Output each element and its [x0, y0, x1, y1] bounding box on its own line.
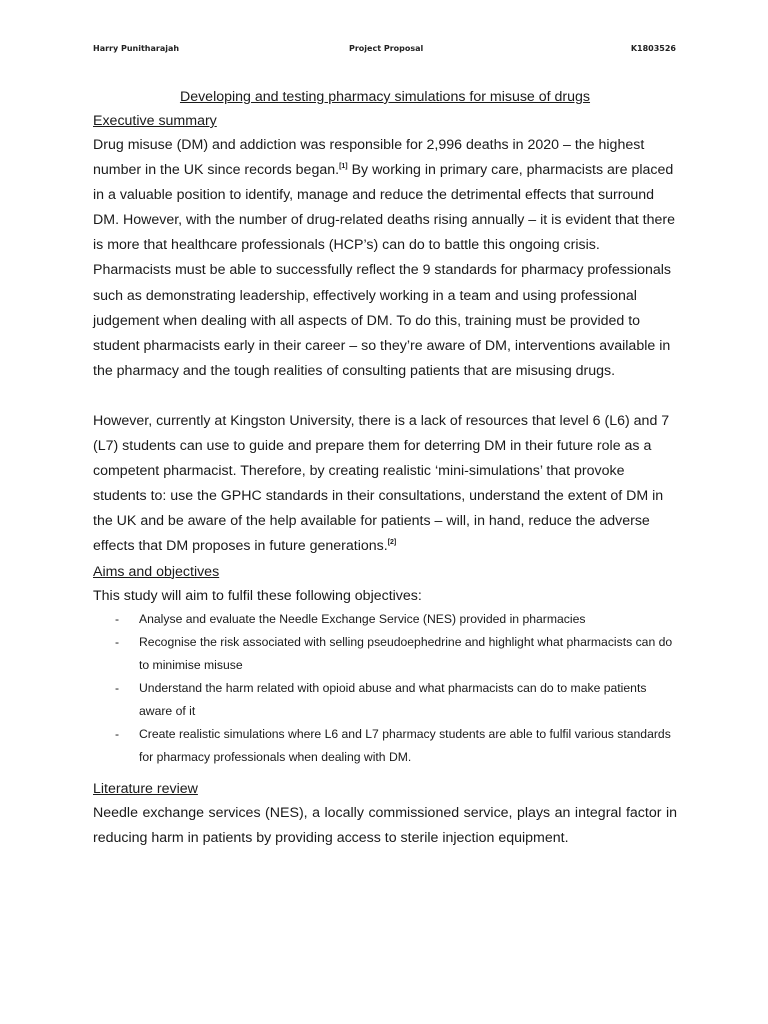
literature-review-paragraph-1: Needle exchange services (NES), a locally commissioned service, plays an integral factor in reducing harm in patients by providing access to sterile injection equipment.: [93, 804, 677, 846]
objectives-list: [93, 608, 677, 769]
executive-summary-heading: Executive summary: [93, 113, 217, 129]
aims-objectives-heading: Aims and objectives: [93, 563, 220, 580]
bullet-dash: -: [115, 726, 120, 741]
document-body: [93, 85, 677, 851]
bullet-dash: -: [115, 634, 120, 649]
list-item: [93, 631, 677, 677]
list-item: [93, 608, 677, 631]
literature-review-heading: Literature review: [93, 780, 198, 797]
executive-summary-paragraph-1: [93, 133, 677, 384]
paragraph-text: However, currently at Kingston University, there is a lack of resources that level 6 (L6) and 7 (L7) students can use to guide and prepare them for deterring DM in their future role as a competent pharmacist. Therefore, by creating realistic ‘mini-simulations’ that provoke students to: use the GPHC standards in their consultations, understand the extent of DM in the UK and be aware of the help available for patients – will, in hand, reduce the adverse effects that DM proposes in future generations.: [93, 412, 670, 555]
paragraph-spacer: [93, 384, 677, 409]
document-title: Developing and testing pharmacy simulations for misuse of drugs: [179, 89, 591, 105]
header-student-id: K1803526: [630, 44, 676, 53]
header-author: Harry Punitharajah: [93, 44, 180, 53]
page-header: [93, 44, 676, 58]
list-item-text: Understand the harm related with opioid abuse and what pharmacists can do to make patients aware of it: [139, 680, 647, 718]
list-item: [93, 723, 677, 769]
list-item-text: Analyse and evaluate the Needle Exchange Service (NES) provided in pharmacies: [139, 611, 586, 626]
aims-intro: This study will aim to fulfil these following objectives:: [93, 587, 422, 604]
paragraph-text: By working in primary care, pharmacists are placed in a valuable position to identify, manage and reduce the detrimental effects that surround DM. However, with the number of drug-related deaths rising annually – it is evident that there is more that healthcare professionals (HCP’s) can do to battle this ongoing crisis. Pharmacists must be able to successfully reflect the 9 standards for pharmacy professionals such as demonstrating leadership, effectively working in a team and using professional judgement when dealing with all aspects of DM. To do this, training must be provided to student pharmacists early in their career – so they’re aware of DM, interventions available in the pharmacy and the tough realities of consulting patients that are misusing drugs.: [93, 162, 675, 379]
executive-summary-paragraph-2: [93, 409, 677, 560]
list-item: [93, 677, 677, 723]
list-item-text: Recognise the risk associated with selling pseudoephedrine and highlight what pharmacists can do to minimise misuse: [139, 634, 673, 672]
bullet-dash: -: [115, 680, 120, 695]
reference-marker: [1]: [339, 163, 348, 171]
list-item-text: Create realistic simulations where L6 and L7 pharmacy students are able to fulfil various standards for pharmacy professionals when dealing with DM.: [139, 726, 671, 764]
paragraph-text: Drug misuse (DM) and addiction was responsible for 2,996 deaths in 2020 – the highest number in the UK since records began.: [93, 137, 645, 179]
header-doc-type: Project Proposal: [349, 44, 424, 53]
reference-marker: [2]: [387, 539, 397, 547]
bullet-dash: -: [115, 611, 120, 626]
